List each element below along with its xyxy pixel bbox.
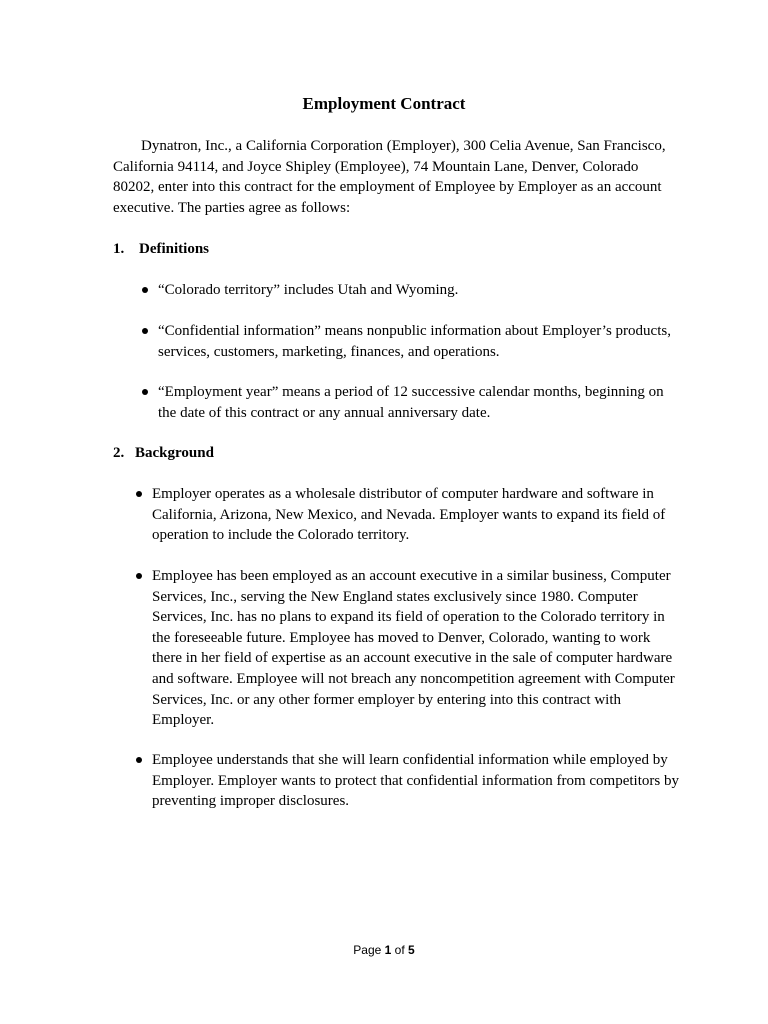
list-item	[158, 382, 678, 423]
page-label: Page	[353, 943, 382, 957]
list-item	[152, 484, 682, 546]
bullet-icon	[142, 389, 148, 395]
bullet-icon	[136, 757, 142, 763]
list-item-text: Employee has been employed as an account executive in a similar business, Computer Services, Inc., serving the New England states exclusively since 1980. Computer Services, Inc. has no plans to expand its field of operation to the Colorado territory in the foreseeable future. Employee has moved to Denver, Colorado, wanting to work there in her field of expertise as an account executive in the sale of computer hardware and software. Employee will not breach any noncompetition agreement with Computer Services, Inc. or any other former employer by entering into this contract with Employer.	[152, 568, 675, 729]
section-number: 2.	[113, 445, 125, 461]
list-item	[158, 321, 683, 362]
section-title: Definitions	[139, 241, 210, 257]
total-pages-number: 5	[408, 943, 415, 957]
of-label: of	[394, 943, 405, 957]
section-heading-definitions	[113, 239, 209, 260]
list-item	[152, 566, 682, 731]
section-heading-background	[113, 443, 214, 464]
bullet-icon	[142, 287, 148, 293]
document-title: Employment Contract	[302, 94, 466, 113]
list-item-text: “Colorado territory” includes Utah and Wyoming.	[158, 282, 459, 298]
bullet-icon	[136, 491, 142, 497]
bullet-icon	[142, 328, 148, 334]
list-item	[152, 750, 682, 812]
section-number: 1.	[113, 241, 125, 257]
list-item-text: Employer operates as a wholesale distributor of computer hardware and software in California, Arizona, New Mexico, and Nevada. Employer wants to expand its field of operation to include the Colorado territory.	[152, 486, 666, 544]
list-item-text: Employee understands that she will learn confidential information while employed by Employer. Employer wants to protect that confidential information from competitors by preventing improper disclosures.	[152, 752, 679, 810]
intro-paragraph: Dynatron, Inc., a California Corporation (Employer), 300 Celia Avenue, San Francisco, California 94114, and Joyce Shipley (Employee), 74 Mountain Lane, Denver, Colorado 80202, enter into this contract for the employment of Employee by Employer as an account executive. The parties agree as follows:	[113, 138, 666, 216]
bullet-icon	[136, 573, 142, 579]
current-page-number: 1	[384, 943, 392, 957]
page-footer	[0, 942, 768, 958]
list-item	[158, 280, 683, 301]
list-item-text: “Confidential information” means nonpublic information about Employer’s products, services, customers, marketing, finances, and operations.	[158, 323, 671, 360]
list-item-text: “Employment year” means a period of 12 successive calendar months, beginning on the date of this contract or any annual anniversary date.	[158, 384, 664, 421]
section-title: Background	[135, 445, 214, 461]
